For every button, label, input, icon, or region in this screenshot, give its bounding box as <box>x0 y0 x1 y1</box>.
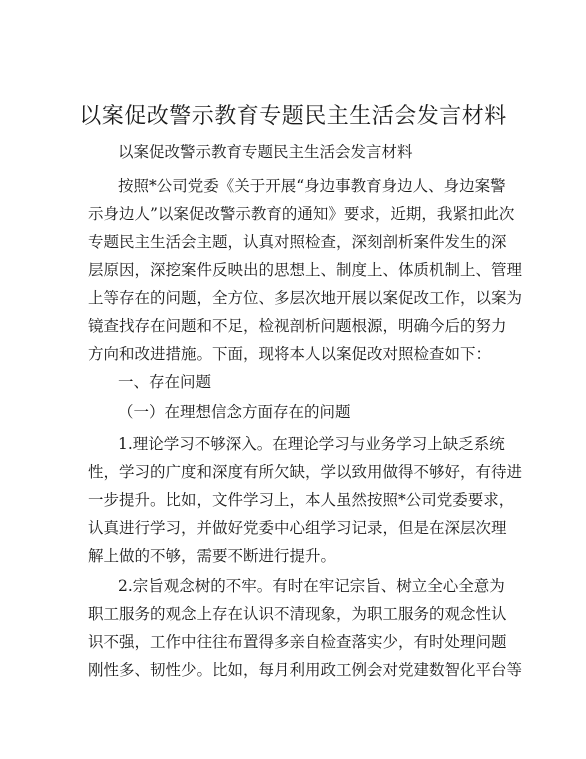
paragraph-line: 解上做的不够，需要不断进行提升。 <box>88 547 337 565</box>
paragraph-line: 镜查找存在问题和不足，检视剖析问题根源，明确今后的努力 <box>88 317 507 335</box>
paragraph-line: 职工服务的观念上存在认识不清现象，为职工服务的观念性认 <box>88 605 507 623</box>
subsection-heading: （一）在理想信念方面存在的问题 <box>118 403 351 421</box>
paragraph-line: 上等存在的问题，全方位、多层次地开展以案促改工作，以案为 <box>88 289 523 307</box>
paragraph-line: 性，学习的广度和深度有所欠缺，学以致用做得不够好，有待进 <box>88 463 523 481</box>
paragraph-line: 按照*公司党委《关于开展“身边事教育身边人、身边案警 <box>118 177 506 195</box>
section-heading: 一、存在问题 <box>118 373 212 391</box>
paragraph-line: 方向和改进措施。下面，现将本人以案促改对照检查如下： <box>88 345 492 363</box>
paragraph-line: 1.理论学习不够深入。在理论学习与业务学习上缺乏系统 <box>118 435 505 453</box>
document-title: 以案促改警示教育专题民主生活会发言材料 <box>79 104 507 129</box>
document-subtitle: 以案促改警示教育专题民主生活会发言材料 <box>118 143 413 161</box>
paragraph-line: 识不强，工作中往往布置得多亲自检查落实少，有时处理问题 <box>88 633 507 651</box>
paragraph-line: 示身边人”以案促改警示教育的通知》要求，近期，我紧扣此次 <box>88 205 515 223</box>
paragraph-line: 2.宗旨观念树的不牢。有时在牢记宗旨、树立全心全意为 <box>118 577 505 595</box>
paragraph-line: 认真进行学习，并做好党委中心组学习记录，但是在深层次理 <box>88 519 507 537</box>
paragraph-line: 层原因，深挖案件反映出的思想上、制度上、体质机制上、管理 <box>88 261 523 279</box>
paragraph-line: 一步提升。比如，文件学习上，本人虽然按照*公司党委要求， <box>88 491 515 509</box>
paragraph-line: 刚性多、韧性少。比如，每月利用政工例会对党建数智化平台等 <box>88 661 523 679</box>
paragraph-line: 专题民主生活会主题，认真对照检查，深刻剖析案件发生的深 <box>88 233 507 251</box>
